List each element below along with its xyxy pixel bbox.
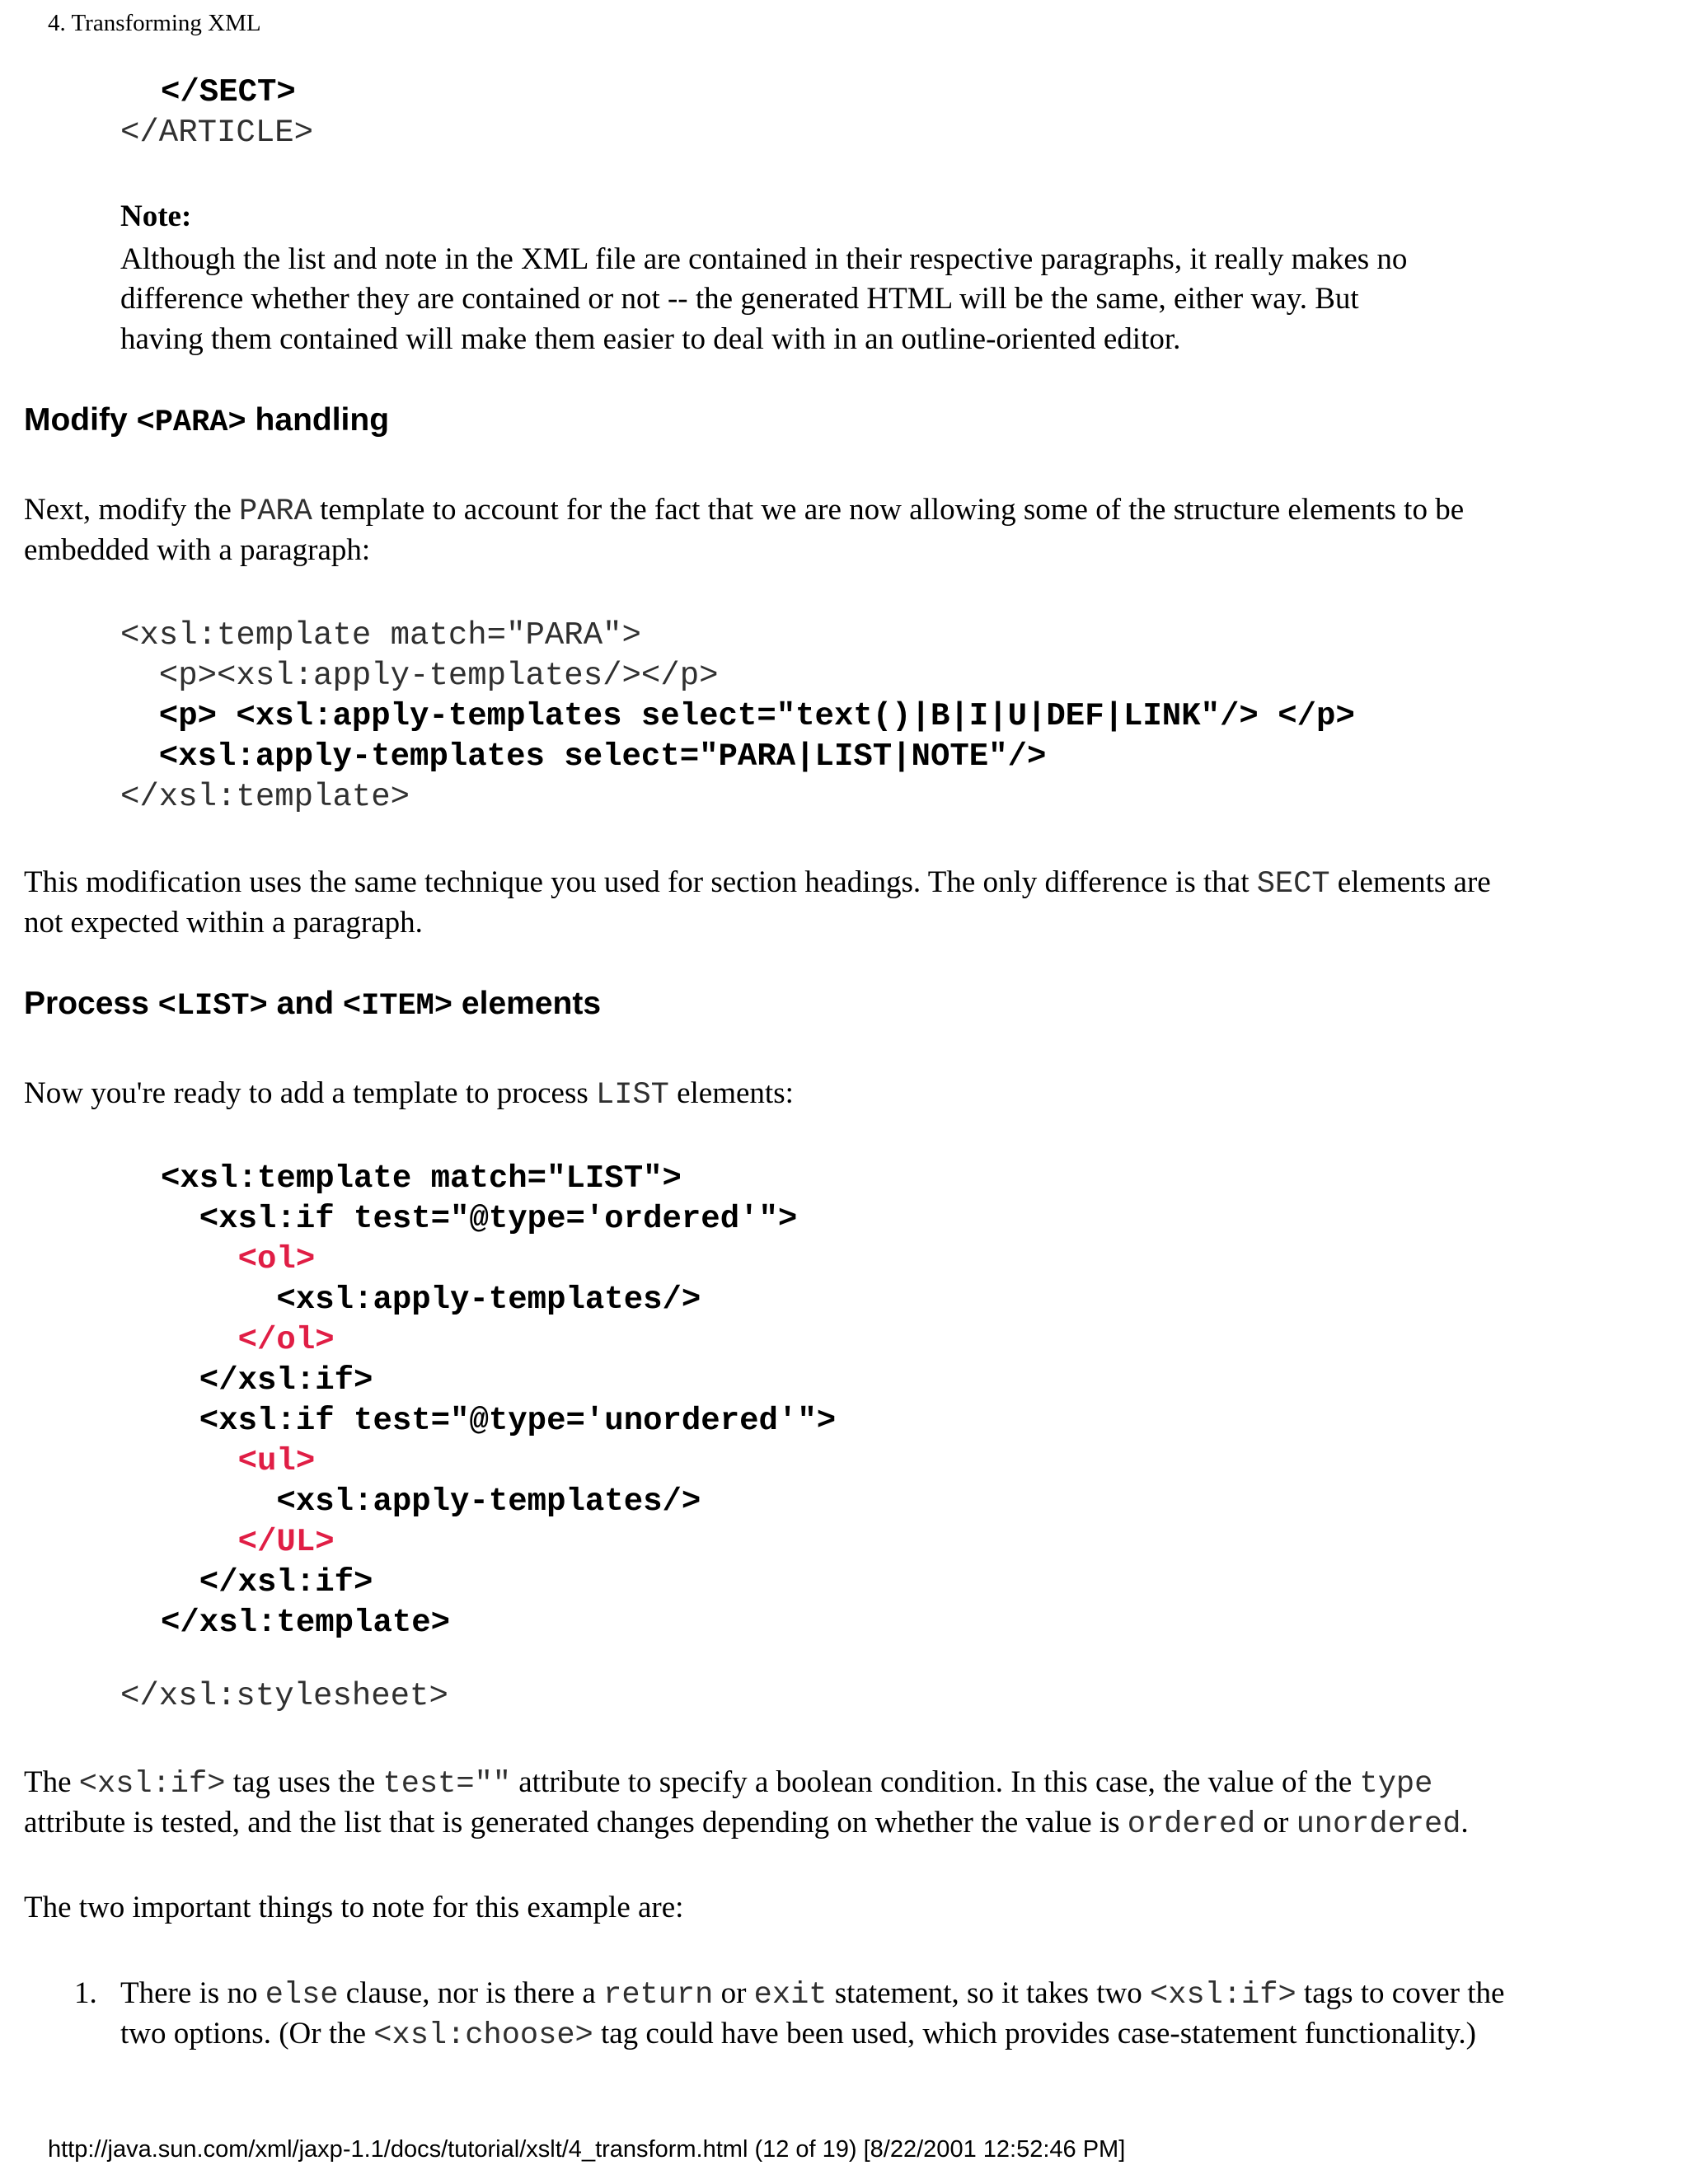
inline-code: <xsl:if> [1150, 1978, 1296, 2013]
note-text-line2: difference whether they are contained or not -- the generated HTML will be the same, either way. But [120, 282, 1359, 316]
text-run: elements are [1329, 865, 1491, 899]
code-line: <p> <xsl:apply-templates select="text()|B|I|U|DEF|LINK"/> </p> [120, 698, 1355, 734]
note-label: Note: [120, 199, 192, 233]
heading-code: <LIST> [157, 989, 268, 1024]
paragraph-line: not expected within a paragraph. [24, 906, 423, 940]
paragraph-line [24, 1802, 1469, 1845]
code-line: <xsl:apply-templates select="PARA|LIST|NOTE"/> [120, 738, 1047, 775]
inline-code: ordered [1127, 1807, 1256, 1842]
inline-code: type [1359, 1767, 1433, 1802]
text-run: attribute is tested, and the list that is generated changes depending on whether the value is [24, 1806, 1128, 1840]
paragraph-line: The two important things to note for this example are: [24, 1891, 684, 1924]
code-line: <xsl:if test="@type='unordered'"> [161, 1403, 837, 1439]
heading-code: <PARA> [136, 405, 246, 440]
text-run: tags to cover the [1296, 1976, 1505, 2010]
code-line: <xsl:apply-templates/> [161, 1282, 701, 1318]
list-item-line [120, 2013, 1476, 2056]
code-line-article-close: </ARTICLE> [120, 115, 314, 151]
text-run: clause, nor is there a [338, 1976, 604, 2010]
text-run: There is no [120, 1976, 265, 2010]
heading-code: <ITEM> [342, 989, 453, 1024]
text-run: . [1461, 1806, 1469, 1840]
code-line-sect-close: </SECT> [161, 74, 296, 110]
text-run: statement, so it takes two [827, 1976, 1151, 2010]
code-line-highlight: </UL> [161, 1524, 335, 1560]
text-run: tag could have been used, which provides case-statement functionality.) [593, 2017, 1476, 2050]
paragraph-line [24, 1762, 1432, 1805]
paragraph-line [24, 862, 1491, 905]
heading-text: handling [246, 402, 390, 438]
text-run: The [24, 1765, 79, 1799]
text-run: This modification uses the same technique you used for section headings. The only difference is that [24, 865, 1257, 899]
inline-code: unordered [1296, 1807, 1461, 1842]
inline-code: PARA [239, 494, 312, 529]
inline-code: else [265, 1978, 339, 2013]
code-line: <xsl:apply-templates/> [161, 1483, 701, 1520]
code-line: <xsl:if test="@type='ordered'"> [161, 1201, 798, 1237]
text-run: elements: [668, 1076, 794, 1110]
inline-code: return [603, 1978, 714, 2013]
paragraph-line [24, 1073, 794, 1116]
inline-code: SECT [1256, 867, 1330, 902]
code-line: <p><xsl:apply-templates/></p> [120, 658, 719, 694]
inline-code: exit [753, 1978, 828, 2013]
note-text-line3: having them contained will make them easier to deal with in an outline-oriented editor. [120, 322, 1181, 356]
code-line: </xsl:if> [161, 1362, 373, 1399]
code-line: </xsl:template> [120, 779, 410, 815]
code-line-highlight: <ul> [161, 1443, 316, 1479]
running-header: 4. Transforming XML [48, 10, 261, 36]
code-line-highlight: </ol> [161, 1322, 335, 1358]
text-run: or [713, 1976, 754, 2010]
note-text-line1: Although the list and note in the XML file are contained in their respective paragraphs, it really makes no [120, 242, 1408, 276]
text-run: Now you're ready to add a template to process [24, 1076, 597, 1110]
paragraph-line: embedded with a paragraph: [24, 533, 371, 567]
inline-code: LIST [596, 1078, 669, 1113]
text-run: template to account for the fact that we are now allowing some of the structure elements to be [312, 493, 1465, 527]
code-line: <xsl:template match="PARA"> [120, 617, 641, 654]
code-line: <xsl:template match="LIST"> [161, 1160, 682, 1197]
text-run: attribute to specify a boolean condition. In this case, the value of the [510, 1765, 1360, 1799]
paragraph-line [24, 490, 1464, 532]
code-line-highlight: <ol> [161, 1241, 316, 1277]
heading-text: and [267, 986, 343, 1021]
code-line-stylesheet-close: </xsl:stylesheet> [120, 1678, 448, 1714]
heading-text: Modify [24, 402, 137, 438]
footer-url: http://java.sun.com/xml/jaxp-1.1/docs/tutorial/xslt/4_transform.html (12 of 19) [8/22/2001 12:52:46 PM] [48, 2136, 1126, 2163]
section-heading-modify-para [24, 402, 389, 440]
list-item-number: 1. [74, 1976, 97, 2010]
inline-code: <xsl:if> [78, 1767, 226, 1802]
list-item-line [120, 1973, 1504, 2016]
text-run: Next, modify the [24, 493, 240, 527]
inline-code: test="" [382, 1767, 511, 1802]
text-run: two options. (Or the [120, 2017, 374, 2050]
text-run: tag uses the [225, 1765, 383, 1799]
heading-text: elements [452, 986, 602, 1021]
heading-text: Process [24, 986, 158, 1021]
text-run: or [1255, 1806, 1296, 1840]
inline-code: <xsl:choose> [373, 2018, 593, 2053]
section-heading-process-list [24, 986, 601, 1024]
code-line: </xsl:template> [161, 1605, 451, 1641]
code-line: </xsl:if> [161, 1564, 373, 1601]
